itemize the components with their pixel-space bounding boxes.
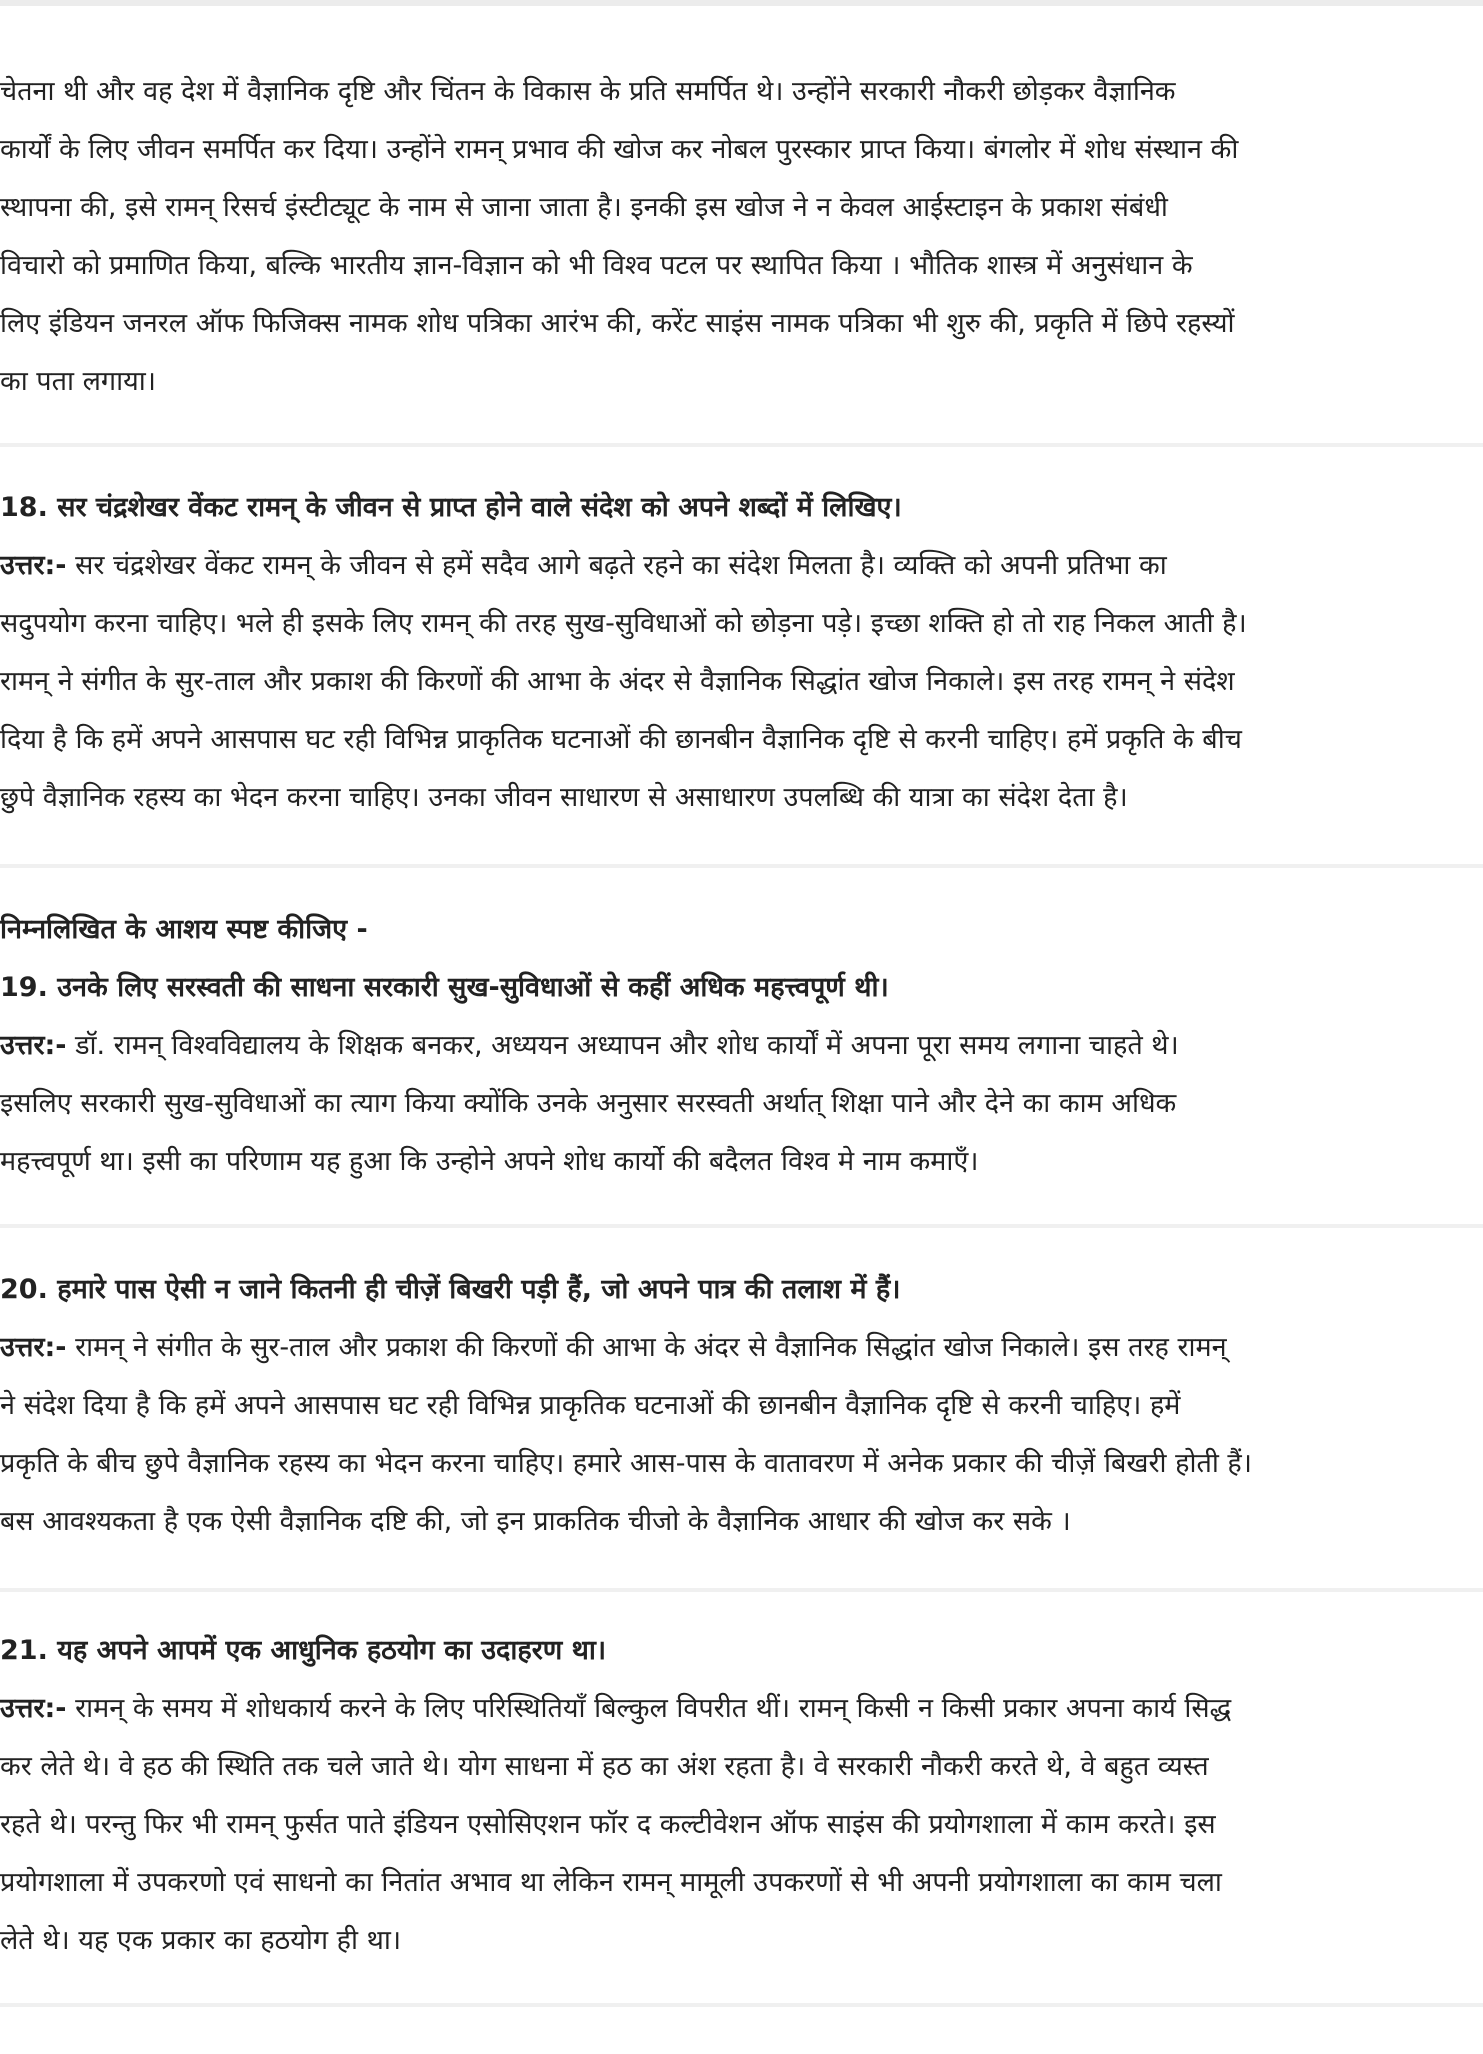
text-line	[0, 1680, 1483, 1738]
section-divider	[0, 1588, 1483, 1592]
question-21	[0, 1622, 1483, 1970]
text-line: बस आवश्यकता है एक ऐसी वैज्ञानिक दष्टि की, जो इन प्राकतिक चीजो के वैज्ञानिक आधार की खोज कर सके ।	[0, 1506, 1071, 1537]
answer-label: उत्तर:-	[0, 1693, 67, 1724]
answer-label: उत्तर:-	[0, 550, 67, 581]
question-20	[0, 1261, 1483, 1551]
text-line: का पता लगाया।	[0, 366, 156, 397]
answer-text: सर चंद्रशेखर वेंकट रामन् के जीवन से हमें सदैव आगे बढ़ते रहने का संदेश मिलता है। व्यक्ति को अपनी प्रतिभा का	[66, 550, 1167, 581]
section-divider	[0, 864, 1483, 868]
section-divider	[0, 1224, 1483, 1228]
question-heading: 21. यह अपने आपमें एक आधुनिक हठयोग का उदाहरण था।	[0, 1635, 607, 1666]
intro-paragraph	[0, 63, 1483, 411]
answer-text: डॉ. रामन् विश्वविद्यालय के शिक्षक बनकर, अध्ययन अध्यापन और शोध कार्यों में अपना पूरा समय लगाना चाहते थे।	[66, 1030, 1179, 1061]
text-line: लेते थे। यह एक प्रकार का हठयोग ही था।	[0, 1925, 402, 1956]
text-line: छुपे वैज्ञानिक रहस्य का भेदन करना चाहिए। उनका जीवन साधारण से असाधारण उपलब्धि की यात्रा का संदेश देता है।	[0, 782, 1128, 813]
text-line: स्थापना की, इसे रामन् रिसर्च इंस्टीट्यूट के नाम से जाना जाता है। इनकी इस खोज ने न केवल आईस्टाइन के प्रकाश संबंधी	[0, 192, 1168, 223]
text-line: प्रयोगशाला में उपकरणो एवं साधनो का नितांत अभाव था लेकिन रामन् मामूली उपकरणों से भी अपनी प्रयोगशाला का काम चला	[0, 1867, 1222, 1898]
answer-label: उत्तर:-	[0, 1332, 67, 1363]
text-line	[0, 1319, 1483, 1377]
text-line: रहते थे। परन्तु फिर भी रामन् फुर्सत पाते इंडियन एसोसिएशन फॉर द कल्टीवेशन ऑफ साइंस की प्रयोगशाला में काम करते। इस	[0, 1809, 1216, 1840]
text-line: ने संदेश दिया है कि हमें अपने आसपास घट रही विभिन्न प्राकृतिक घटनाओं की छानबीन वैज्ञानिक दृष्टि से करनी चाहिए। हमें	[0, 1390, 1181, 1421]
text-line: चेतना थी और वह देश में वैज्ञानिक दृष्टि और चिंतन के विकास के प्रति समर्पित थे। उन्होंने सरकारी नौकरी छोड़कर वैज्ञानिक	[0, 76, 1176, 107]
text-line: दिया है कि हमें अपने आसपास घट रही विभिन्न प्राकृतिक घटनाओं की छानबीन वैज्ञानिक दृष्टि से करनी चाहिए। हमें प्रकृति के बीच	[0, 724, 1242, 755]
text-line: महत्त्वपूर्ण था। इसी का परिणाम यह हुआ कि उन्होने अपने शोध कार्यो की बदैलत विश्व मे नाम कमाएँ।	[0, 1146, 979, 1177]
section-divider	[0, 443, 1483, 447]
text-line: इसलिए सरकारी सुख-सुविधाओं का त्याग किया क्योंकि उनके अनुसार सरस्वती अर्थात् शिक्षा पाने और देने का काम अधिक	[0, 1088, 1177, 1119]
answer-text: रामन् के समय में शोधकार्य करने के लिए परिस्थितियाँ बिल्कुल विपरीत थीं। रामन् किसी न किसी प्रकार अपना कार्य सिद्ध	[66, 1693, 1232, 1724]
text-line: सदुपयोग करना चाहिए। भले ही इसके लिए रामन् की तरह सुख-सुविधाओं को छोड़ना पड़े। इच्छा शक्ति हो तो राह निकल आती है।	[0, 608, 1247, 639]
question-heading: 18. सर चंद्रशेखर वेंकट रामन् के जीवन से प्राप्त होने वाले संदेश को अपने शब्दों में लिखिए।	[0, 492, 902, 523]
text-line: रामन् ने संगीत के सुर-ताल और प्रकाश की किरणों की आभा के अंदर से वैज्ञानिक सिद्धांत खोज निकाले। इस तरह रामन् ने संदेश	[0, 666, 1235, 697]
text-line	[0, 537, 1483, 595]
text-line	[0, 1017, 1483, 1075]
text-line: लिए इंडियन जनरल ऑफ फिजिक्स नामक शोध पत्रिका आरंभ की, करेंट साइंस नामक पत्रिका भी शुरु की, प्रकृति में छिपे रहस्यों	[0, 308, 1235, 339]
text-line: विचारो को प्रमाणित किया, बल्कि भारतीय ज्ञान-विज्ञान को भी विश्व पटल पर स्थापित किया । भौतिक शास्त्र में अनुसंधान के	[0, 250, 1193, 281]
text-line: कर लेते थे। वे हठ की स्थिति तक चले जाते थे। योग साधना में हठ का अंश रहता है। वे सरकारी नौकरी करते थे, वे बहुत व्यस्त	[0, 1751, 1209, 1782]
text-line: प्रकृति के बीच छुपे वैज्ञानिक रहस्य का भेदन करना चाहिए। हमारे आस-पास के वातावरण में अनेक प्रकार की चीज़ें बिखरी होती हैं।	[0, 1448, 1252, 1479]
answer-label: उत्तर:-	[0, 1030, 67, 1061]
answer-text: रामन् ने संगीत के सुर-ताल और प्रकाश की किरणों की आभा के अंदर से वैज्ञानिक सिद्धांत खोज निकाले। इस तरह रामन्	[66, 1332, 1227, 1363]
section-heading: निम्नलिखित के आशय स्पष्ट कीजिए -	[0, 914, 368, 945]
question-heading: 20. हमारे पास ऐसी न जाने कितनी ही चीज़ें बिखरी पड़ी हैं, जो अपने पात्र की तलाश में हैं।	[0, 1274, 901, 1305]
question-heading: 19. उनके लिए सरस्वती की साधना सरकारी सुख-सुविधाओं से कहीं अधिक महत्त्वपूर्ण थी।	[0, 972, 889, 1003]
text-line: कार्यों के लिए जीवन समर्पित कर दिया। उन्होंने रामन् प्रभाव की खोज कर नोबल पुरस्कार प्राप्त किया। बंगलोर में शोध संस्थान की	[0, 134, 1239, 165]
question-19	[0, 901, 1483, 1191]
question-18	[0, 479, 1483, 827]
top-divider	[0, 0, 1483, 6]
section-divider	[0, 2003, 1483, 2007]
